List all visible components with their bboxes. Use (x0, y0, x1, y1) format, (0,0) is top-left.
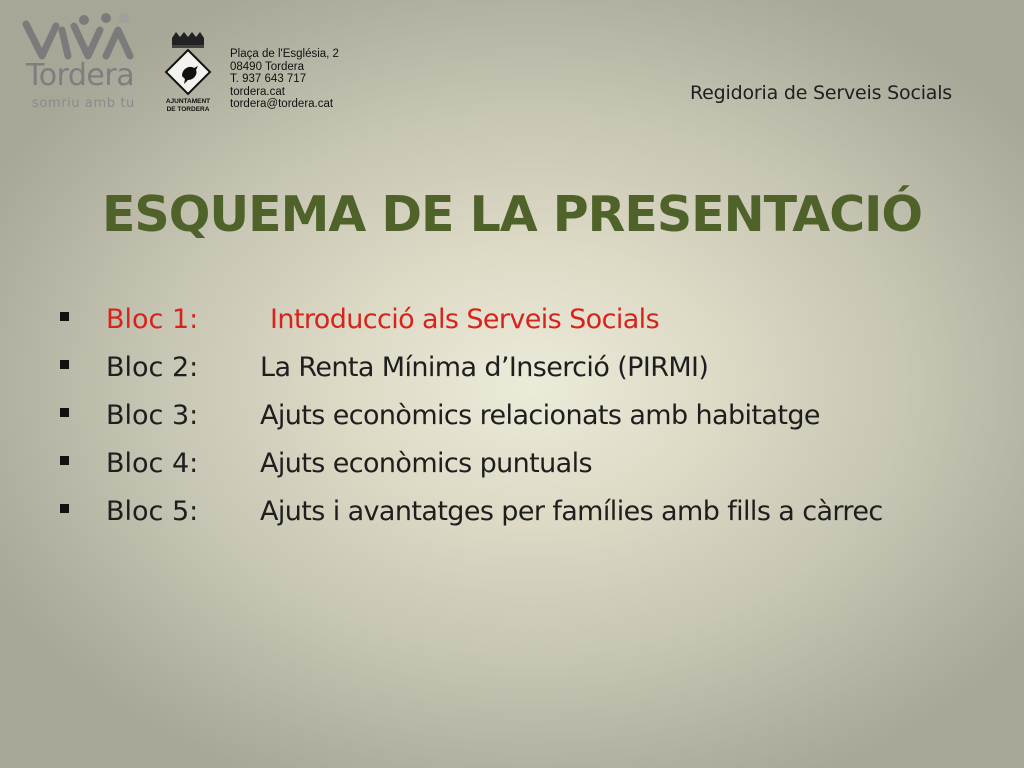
agenda-item-5 (58, 488, 998, 584)
square-bullet-icon (60, 456, 69, 465)
logo-tagline: somriu amb tu (32, 96, 135, 111)
agenda-item-text: Ajuts econòmics puntuals (260, 448, 592, 479)
agenda-item-4 (58, 440, 998, 488)
crest-caption-line1: AJUNTAMENT (165, 98, 211, 105)
agenda-item-text: Introducció als Serveis Socials (270, 304, 660, 335)
agenda-item-number: Bloc 5: (106, 496, 199, 527)
agenda-item-1 (58, 296, 998, 344)
square-bullet-icon (60, 504, 69, 513)
contact-postcode: 08490 Tordera (230, 60, 304, 73)
agenda-item-2 (58, 344, 998, 392)
agenda-item-text: Ajuts i avantatges per famílies amb fills a càrrec (260, 496, 883, 527)
square-bullet-icon (60, 360, 69, 369)
agenda-item-text: La Renta Mínima d’Inserció (PIRMI) (260, 352, 709, 383)
agenda-item-text: Ajuts econòmics relacionats amb habitatge (260, 400, 820, 431)
agenda-list (58, 296, 998, 584)
contact-email: tordera@tordera.cat (230, 98, 334, 110)
agenda-item-3 (58, 392, 998, 440)
crest-caption (160, 98, 216, 114)
contact-address: Plaça de l'Església, 2 (230, 48, 339, 60)
contact-info (230, 48, 339, 111)
agenda-item-number: Bloc 1: (106, 304, 199, 335)
crest-caption-line2: DE TORDERA (166, 106, 210, 113)
square-bullet-icon (60, 312, 69, 321)
logo-town-name: Tordera (26, 58, 135, 93)
contact-web: tordera.cat (230, 85, 285, 98)
crest-icon (160, 32, 216, 98)
department-name: Regidoria de Serveis Socials (690, 82, 952, 104)
agenda-item-number: Bloc 4: (106, 448, 199, 479)
agenda-item-number: Bloc 2: (106, 352, 199, 383)
agenda-item-number: Bloc 3: (106, 400, 199, 431)
square-bullet-icon (60, 408, 69, 417)
slide-title: ESQUEMA DE LA PRESENTACIÓ (101, 186, 923, 243)
contact-phone: T. 937 643 717 (230, 73, 307, 85)
